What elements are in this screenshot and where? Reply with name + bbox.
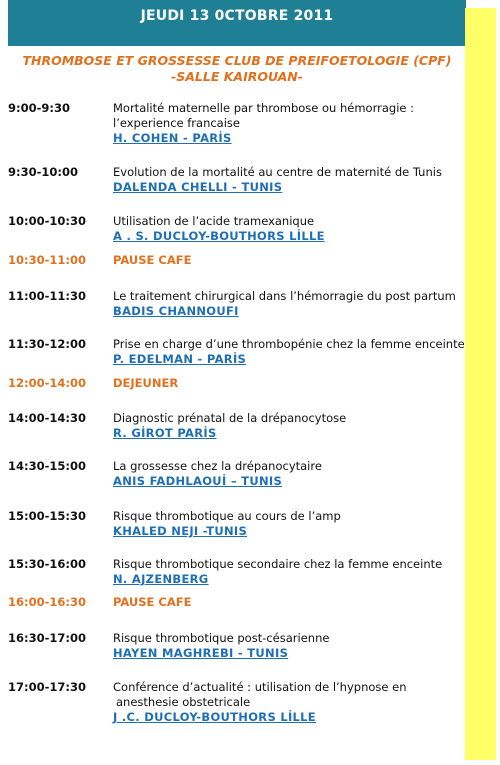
- talk-title: Risque thrombotique au cours de l’amp: [113, 509, 341, 523]
- time-slot: 16:00-16:30: [8, 595, 86, 609]
- side-bar: [465, 8, 496, 760]
- speaker-link[interactable]: R. GİROT PARİS: [113, 426, 217, 440]
- session-title: THROMBOSE ET GROSSESSE CLUB DE PREIFOETOLOGIE (CPF): [22, 53, 452, 68]
- speaker-link[interactable]: P. EDELMAN - PARİS: [113, 352, 247, 366]
- talk-title: Le traitement chirurgical dans l’hémorragie du post partum: [113, 289, 456, 303]
- speaker-link[interactable]: H. COHEN - PARİS: [113, 131, 232, 145]
- talk-block: [113, 165, 465, 195]
- speaker-link[interactable]: BADIS CHANNOUFI: [113, 304, 239, 318]
- time-slot: 16:30-17:00: [8, 631, 86, 645]
- talk-title: Evolution de la mortalité au centre de maternité de Tunis: [113, 165, 442, 179]
- talk-title: Utilisation de l’acide tramexanique: [113, 214, 315, 228]
- time-slot: 9:00-9:30: [8, 101, 70, 115]
- talk-title: Risque thrombotique secondaire chez la femme enceinte: [113, 557, 443, 571]
- talk-block: [113, 289, 465, 319]
- speaker-link[interactable]: J .C. DUCLOY-BOUTHORS LİLLE: [113, 710, 316, 724]
- talk-block: [113, 101, 465, 146]
- time-slot: 12:00-14:00: [8, 376, 86, 390]
- session-room: -SALLE KAIROUAN-: [171, 69, 303, 84]
- talk-title: Risque thrombotique post-césarienne: [113, 631, 330, 645]
- talk-block: [113, 557, 465, 587]
- speaker-link[interactable]: HAYEN MAGHREBI - TUNIS: [113, 646, 289, 660]
- speaker-link[interactable]: N. AJZENBERG: [113, 572, 209, 586]
- talk-title-cont: l’experience francaise: [113, 116, 240, 130]
- break-label: DEJEUNER: [113, 376, 179, 390]
- talk-title-cont: anesthesie obstetricale: [116, 695, 251, 709]
- talk-title: La grossesse chez la drépanocytaire: [113, 459, 322, 473]
- speaker-link[interactable]: A . S. DUCLOY-BOUTHORS LİLLE: [113, 229, 325, 243]
- talk-title: Prise en charge d’une thrombopénie chez la femme enceinte: [113, 337, 465, 351]
- time-slot: 10:30-11:00: [8, 253, 86, 267]
- time-slot: 14:30-15:00: [8, 459, 86, 473]
- time-slot: 10:00-10:30: [8, 214, 86, 228]
- talk-block: [113, 337, 465, 367]
- talk-block: [113, 509, 465, 539]
- speaker-link[interactable]: KHALED NEJI -TUNIS: [113, 524, 248, 538]
- talk-block: [113, 680, 465, 725]
- talk-block: [113, 411, 465, 441]
- break-label: PAUSE CAFE: [113, 253, 192, 267]
- talk-title: Mortalité maternelle par thrombose ou hémorragie :: [113, 101, 414, 115]
- break-label: PAUSE CAFE: [113, 595, 192, 609]
- time-slot: 15:30-16:00: [8, 557, 86, 571]
- time-slot: 17:00-17:30: [8, 680, 86, 694]
- talk-title: Conférence d’actualité : utilisation de l’hypnose en: [113, 680, 407, 694]
- time-slot: 14:00-14:30: [8, 411, 86, 425]
- time-slot: 11:30-12:00: [8, 337, 86, 351]
- speaker-link[interactable]: ANIS FADHLAOUİ – TUNIS: [113, 474, 283, 488]
- date-title: JEUDI 13 0CTOBRE 2011: [140, 8, 334, 24]
- talk-block: [113, 631, 465, 661]
- time-slot: 11:00-11:30: [8, 289, 86, 303]
- talk-block: [113, 459, 465, 489]
- date-header: [8, 0, 466, 46]
- talk-block: [113, 214, 465, 244]
- time-slot: 15:00-15:30: [8, 509, 86, 523]
- time-slot: 9:30-10:00: [8, 165, 78, 179]
- talk-title: Diagnostic prénatal de la drépanocytose: [113, 411, 347, 425]
- speaker-link[interactable]: DALENDA CHELLI - TUNIS: [113, 180, 283, 194]
